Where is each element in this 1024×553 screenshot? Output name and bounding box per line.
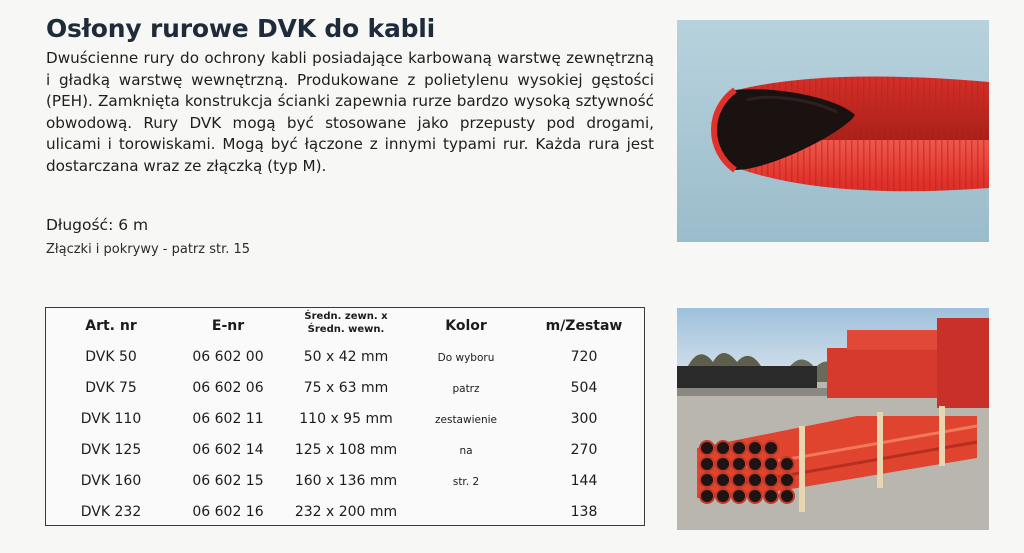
cell-art: DVK 125 (80, 442, 142, 458)
cell-m-zestaw: 720 (570, 349, 598, 365)
cell-m-zestaw: 504 (570, 380, 598, 396)
header-art-nr: Art. nr (85, 318, 137, 334)
header-kolor: Kolor (445, 318, 487, 334)
cell-art: DVK 232 (80, 504, 142, 520)
cell-kolor: Do wyboru (437, 352, 495, 364)
cell-art: DVK 50 (85, 349, 137, 365)
product-description: Dwuścienne rury do ochrony kabli posiadające karbowaną warstwę zewnętrzną i gładką warstwę wewnętrzną. Produkowane z polietylenu wysokiej gęstości (PEH). Zamknięta konstrukcja ścianki zapewnia rurze bardzo wysoką sztywność obwodową. Rury DVK mogą być stosowane jako przepusty pod drogami, ulicami i torowiskami. Mogą być łączone z innymi typami rur. Każda rura jest dostarczana wraz ze złączką (typ M). (46, 49, 654, 175)
accessories-note: Złączki i pokrywy - patrz str. 15 (46, 242, 251, 257)
cell-enr: 06 602 00 (192, 349, 264, 365)
cell-kolor: patrz (452, 383, 480, 395)
header-diam-line1: Średn. zewn. x (304, 311, 388, 322)
cell-enr: 06 602 16 (192, 504, 264, 520)
cell-art: DVK 75 (85, 380, 137, 396)
cell-kolor: na (459, 445, 473, 457)
page-title: Osłony rurowe DVK do kabli (46, 14, 436, 43)
cell-diam: 160 x 136 mm (294, 473, 398, 489)
spec-table (45, 307, 645, 526)
pipe-length: Długość: 6 m (46, 216, 149, 234)
cell-m-zestaw: 300 (570, 411, 598, 427)
cell-diam: 232 x 200 mm (294, 504, 398, 520)
cell-enr: 06 602 14 (192, 442, 264, 458)
cell-enr: 06 602 11 (192, 411, 264, 427)
cell-m-zestaw: 138 (570, 504, 598, 520)
cell-kolor: str. 2 (452, 476, 480, 488)
cell-art: DVK 110 (80, 411, 142, 427)
cell-enr: 06 602 06 (192, 380, 264, 396)
cell-kolor: zestawienie (435, 414, 497, 426)
cell-diam: 110 x 95 mm (299, 411, 393, 427)
cell-art: DVK 160 (80, 473, 142, 489)
cell-enr: 06 602 15 (192, 473, 264, 489)
header-m-zestaw: m/Zestaw (545, 318, 623, 334)
header-e-nr: E-nr (211, 318, 245, 334)
header-diam-line2: Średn. wewn. (307, 324, 385, 335)
pipe-closeup-photo (677, 20, 989, 242)
cell-diam: 125 x 108 mm (294, 442, 398, 458)
cell-diam: 50 x 42 mm (303, 349, 389, 365)
pipe-bundles-photo (677, 308, 989, 530)
cell-m-zestaw: 144 (570, 473, 598, 489)
cell-diam: 75 x 63 mm (303, 380, 389, 396)
cell-m-zestaw: 270 (570, 442, 598, 458)
